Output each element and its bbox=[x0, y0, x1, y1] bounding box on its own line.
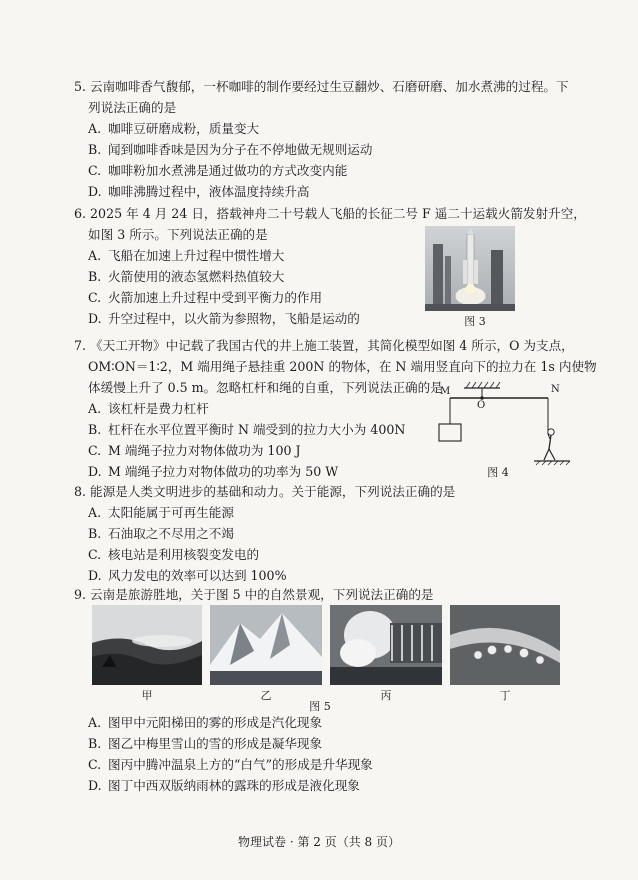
option-label: D. bbox=[88, 464, 102, 479]
question-number: 9. bbox=[74, 587, 87, 602]
question-8 bbox=[74, 481, 594, 586]
photo-label-ding: 丁 bbox=[499, 689, 511, 702]
question-7-stem-cont bbox=[74, 356, 614, 377]
option-label: A. bbox=[88, 715, 102, 730]
option-text: 火箭使用的液态氢燃料热值较大 bbox=[108, 269, 285, 284]
question-number: 7. bbox=[74, 338, 87, 353]
option-label: A. bbox=[88, 505, 102, 520]
option-label: D. bbox=[88, 311, 102, 326]
option-label: D. bbox=[88, 568, 102, 583]
option-b bbox=[74, 266, 594, 287]
option-label: C. bbox=[88, 757, 102, 772]
question-9-stem-line bbox=[74, 584, 594, 605]
question-number: 6. bbox=[74, 206, 87, 221]
option-label: B. bbox=[88, 422, 102, 437]
option-text: 石油取之不尽用之不竭 bbox=[108, 526, 234, 541]
option-label: D. bbox=[88, 184, 102, 199]
photo-label-bing: 丙 bbox=[380, 689, 392, 702]
option-text: 图丁中西双版纳雨林的露珠的形成是液化现象 bbox=[108, 778, 360, 793]
option-d bbox=[74, 181, 594, 202]
option-a bbox=[74, 502, 594, 523]
option-text: 咖啡豆研磨成粉，质量变大 bbox=[108, 121, 260, 136]
option-text: 咖啡粉加水煮沸是通过做功的方式改变内能 bbox=[108, 163, 348, 178]
question-8-stem bbox=[74, 481, 594, 502]
option-label: B. bbox=[88, 736, 102, 751]
option-text: 杠杆在水平位置平衡时 N 端受到的拉力大小为 400N bbox=[108, 422, 406, 437]
option-text: 该杠杆是费力杠杆 bbox=[108, 401, 209, 416]
option-text: 飞船在加速上升过程中惯性增大 bbox=[108, 248, 285, 263]
option-a bbox=[74, 118, 594, 139]
option-a bbox=[74, 712, 594, 733]
question-stem-text: 体缓慢上升了 0.5 m。忽略杠杆和绳的自重，下列说法正确的是 bbox=[88, 380, 443, 395]
option-b bbox=[74, 139, 594, 160]
option-label: B. bbox=[88, 269, 102, 284]
option-label: C. bbox=[88, 290, 102, 305]
photo-label-jia: 甲 bbox=[141, 689, 153, 702]
option-text: 升空过程中，以火箭为参照物，飞船是运动的 bbox=[108, 311, 360, 326]
question-stem-text: OM∶ON＝1∶2，M 端用绳子悬挂重 200N 的物体，在 N 端用竖直向下的拉力在 1s 内使物 bbox=[88, 359, 597, 374]
option-text: M 端绳子拉力对物体做功的功率为 50 W bbox=[108, 464, 339, 479]
option-label: A. bbox=[88, 121, 102, 136]
option-label: C. bbox=[88, 547, 102, 562]
question-stem-text: 如图 3 所示。下列说法正确的是 bbox=[88, 227, 268, 242]
lever-label-o: O bbox=[477, 400, 486, 411]
option-label: D. bbox=[88, 778, 102, 793]
question-stem-text: 2025 年 4 月 24 日，搭载神舟二十号载人飞船的长征二号 F 遥二十运载火箭发射升空， bbox=[90, 206, 586, 221]
option-d bbox=[74, 308, 594, 329]
option-text: 闻到咖啡香味是因为分子在不停地做无规则运动 bbox=[108, 142, 373, 157]
question-stem-text: 列说法正确的是 bbox=[88, 100, 177, 115]
question-stem-text: 云南咖啡香气馥郁，一杯咖啡的制作要经过生豆翻炒、石磨研磨、加水煮沸的过程。下 bbox=[90, 79, 569, 94]
question-5-stem bbox=[74, 76, 594, 97]
option-d bbox=[74, 775, 594, 796]
question-9-stem bbox=[74, 584, 594, 605]
option-text: 图丙中腾冲温泉上方的“白气”的形成是升华现象 bbox=[108, 757, 373, 772]
option-b bbox=[74, 523, 594, 544]
option-text: 风力发电的效率可以达到 100% bbox=[108, 568, 287, 583]
option-text: 核电站是利用核裂变发电的 bbox=[108, 547, 260, 562]
question-number: 5. bbox=[74, 79, 87, 94]
option-label: B. bbox=[88, 526, 102, 541]
lever-label-n: N bbox=[551, 384, 560, 395]
photo-label-yi: 乙 bbox=[260, 689, 272, 702]
option-text: 图甲中元阳梯田的雾的形成是汽化现象 bbox=[108, 715, 323, 730]
figure-5-photo-jia bbox=[92, 605, 202, 685]
question-stem-text: 云南是旅游胜地，关于图 5 中的自然景观，下列说法正确的是 bbox=[90, 587, 434, 602]
figure-5-photo-yi bbox=[210, 605, 322, 685]
question-6-stem-cont bbox=[74, 224, 594, 245]
option-label: B. bbox=[88, 142, 102, 157]
option-text: 咖啡沸腾过程中，液体温度持续升高 bbox=[108, 184, 310, 199]
option-text: 图乙中梅里雪山的雪的形成是凝华现象 bbox=[108, 736, 323, 751]
option-label: A. bbox=[88, 401, 102, 416]
question-9-options bbox=[74, 712, 594, 796]
option-text: 太阳能属于可再生能源 bbox=[108, 505, 234, 520]
question-5 bbox=[74, 76, 594, 202]
option-text: 火箭加速上升过程中受到平衡力的作用 bbox=[108, 290, 323, 305]
question-7-stem bbox=[74, 335, 614, 356]
option-c bbox=[74, 544, 594, 565]
option-label: C. bbox=[88, 163, 102, 178]
lever-label-m: M bbox=[440, 386, 451, 397]
option-a bbox=[74, 245, 594, 266]
option-c bbox=[74, 754, 594, 775]
figure-5-photo-ding bbox=[450, 605, 560, 685]
option-label: C. bbox=[88, 443, 102, 458]
question-stem-text: 《天工开物》中记载了我国古代的井上施工装置，其简化模型如图 4 所示，O 为支点， bbox=[90, 338, 574, 353]
question-stem-text: 能源是人类文明进步的基础和动力。关于能源，下列说法正确的是 bbox=[90, 484, 456, 499]
option-text: M 端绳子拉力对物体做功为 100 J bbox=[108, 443, 301, 458]
figure-3-rocket-photo bbox=[425, 226, 515, 311]
figure-4-lever-diagram bbox=[430, 376, 580, 466]
option-b bbox=[74, 733, 594, 754]
figure-5-photo-bing bbox=[330, 605, 442, 685]
question-5-stem-cont bbox=[74, 97, 594, 118]
page-footer: 物理试卷 · 第 2 页（共 8 页） bbox=[238, 835, 400, 849]
figure-5-caption: 图 5 bbox=[309, 700, 331, 713]
question-number: 8. bbox=[74, 484, 87, 499]
option-label: A. bbox=[88, 248, 102, 263]
figure-4-caption: 图 4 bbox=[487, 466, 509, 479]
option-c bbox=[74, 287, 594, 308]
figure-3-caption: 图 3 bbox=[464, 315, 486, 328]
option-d bbox=[74, 565, 594, 586]
option-c bbox=[74, 160, 594, 181]
question-6 bbox=[74, 203, 594, 329]
question-6-stem bbox=[74, 203, 594, 224]
